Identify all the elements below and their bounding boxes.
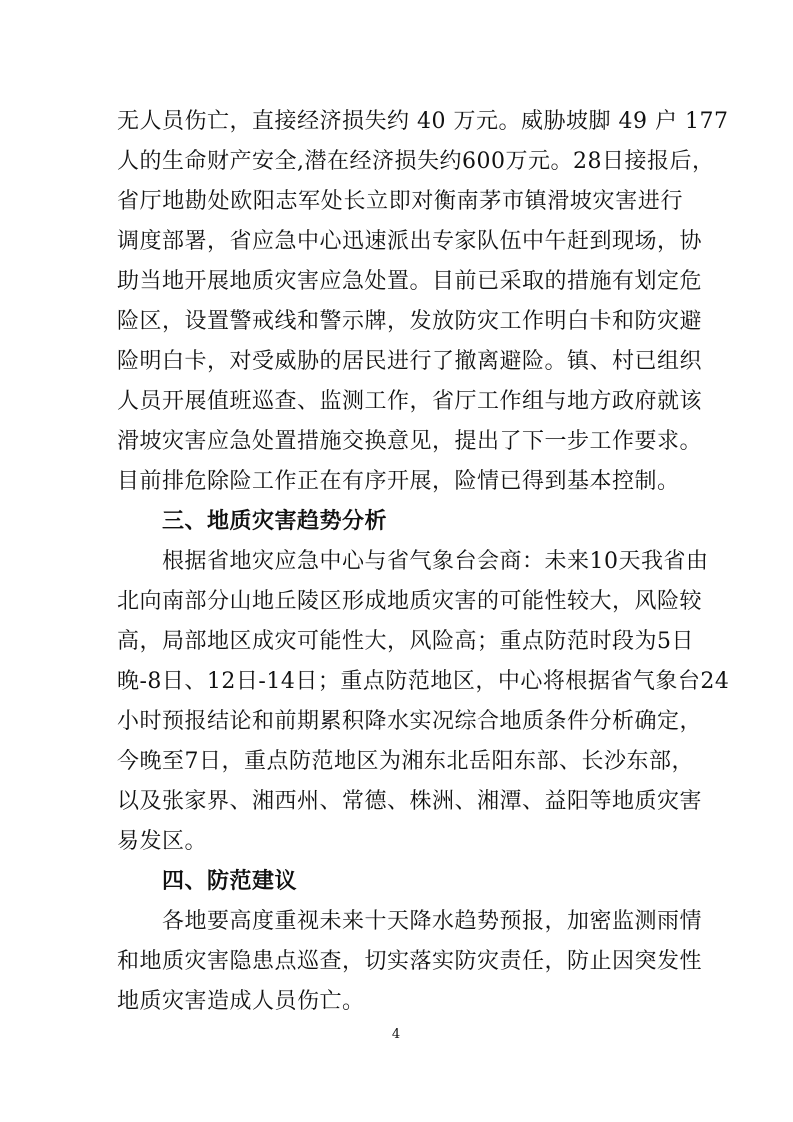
report-line: 险明白卡，对受威胁的居民进行了撤离避险。镇、村已组织	[117, 349, 703, 374]
trend-line: 根据省地灾应急中心与省气象台会商：未来10天我省由	[162, 549, 709, 574]
report-line: 目前排危除险工作正在有序开展，险情已得到基本控制。	[117, 469, 680, 494]
trend-line: 晚-8日、12日-14日；重点防范地区，中心将根据省气象台24	[117, 669, 730, 694]
trend-line: 小时预报结论和前期累积降水实况综合地质条件分析确定，	[117, 709, 703, 734]
report-line: 省厅地勘处欧阳志军处长立即对衡南茅市镇滑坡灾害进行	[117, 189, 683, 214]
report-line: 险区，设置警戒线和警示牌，发放防灾工作明白卡和防灾避	[117, 309, 703, 334]
report-line: 人员开展值班巡查、监测工作，省厅工作组与地方政府就该	[117, 389, 703, 414]
report-line: 调度部署，省应急中心迅速派出专家队伍中午赶到现场，协	[117, 229, 703, 254]
section-heading-trend: 三、地质灾害趋势分析	[162, 509, 388, 534]
advice-line: 各地要高度重视未来十天降水趋势预报，加密监测雨情	[162, 909, 703, 934]
advice-line: 和地质灾害隐患点巡查，切实落实防灾责任，防止因突发性	[117, 949, 703, 974]
report-line: 人的生命财产安全,潜在经济损失约600万元。28日接报后，	[117, 149, 715, 174]
report-line: 助当地开展地质灾害应急处置。目前已采取的措施有划定危	[117, 269, 703, 294]
trend-line: 以及张家界、湘西州、常德、株洲、湘潭、益阳等地质灾害	[117, 789, 703, 814]
report-line: 无人员伤亡，直接经济损失约 40 万元。威胁坡脚 49 户 177	[117, 109, 729, 134]
trend-line: 高，局部地区成灾可能性大，风险高；重点防范时段为5日	[117, 629, 694, 654]
trend-line: 易发区。	[117, 829, 208, 854]
section-heading-advice: 四、防范建议	[162, 869, 298, 894]
advice-line: 地质灾害造成人员伤亡。	[117, 989, 365, 1014]
page-number: 4	[391, 1027, 401, 1042]
trend-line: 北向南部分山地丘陵区形成地质灾害的可能性较大，风险较	[117, 589, 703, 614]
trend-line: 今晚至7日，重点防范地区为湘东北岳阳东部、长沙东部，	[117, 749, 694, 774]
report-line: 滑坡灾害应急处置措施交换意见，提出了下一步工作要求。	[117, 429, 703, 454]
